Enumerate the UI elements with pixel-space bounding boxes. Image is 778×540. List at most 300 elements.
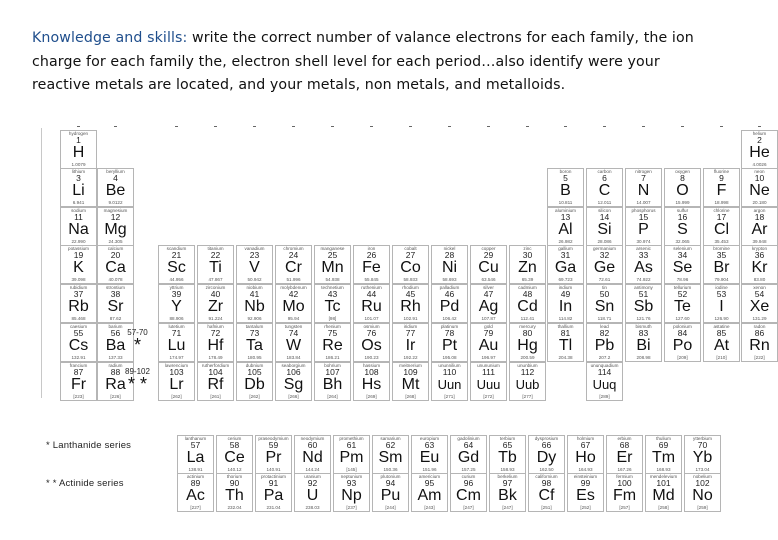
column-tick-mark [114, 126, 117, 127]
element-cell-technetium [314, 284, 351, 323]
atomic-mass: 39.948 [752, 239, 767, 244]
element-symbol: Cf [538, 487, 555, 504]
element-name: terbium [499, 436, 516, 441]
atomic-mass: [222] [754, 355, 765, 360]
element-symbol: Nd [302, 449, 323, 466]
element-name: cobalt [404, 246, 417, 251]
atomic-number: 9 [719, 173, 724, 183]
element-cell-rhenium [314, 323, 351, 362]
atomic-number: 41 [249, 289, 260, 299]
element-symbol: In [558, 298, 573, 315]
atomic-number: 70 [697, 440, 708, 450]
element-symbol: Uuu [476, 377, 501, 392]
atomic-mass: 79.904 [714, 277, 729, 282]
element-cell-bromine [703, 245, 740, 284]
element-symbol: Uub [515, 377, 540, 392]
element-name: nobelium [693, 474, 712, 479]
element-cell-rutherfordium [197, 362, 234, 401]
element-cell-palladium [431, 284, 468, 323]
element-name: indium [558, 285, 573, 290]
atomic-number: 53 [716, 289, 727, 299]
atomic-number: 97 [502, 478, 513, 488]
element-symbol: Cs [68, 337, 89, 354]
element-cell-arsenic [625, 245, 662, 284]
atomic-number: 3 [76, 173, 81, 183]
element-name: thallium [557, 324, 574, 329]
element-cell-strontium [97, 284, 134, 323]
element-symbol: I [719, 298, 724, 315]
atomic-mass: 200.59 [520, 355, 535, 360]
element-symbol: Cm [456, 487, 481, 504]
element-cell-lutetium [158, 323, 195, 362]
element-symbol: No [692, 487, 713, 504]
element-name: hassium [362, 363, 381, 368]
atomic-mass: 26.982 [558, 239, 573, 244]
element-symbol: Hg [517, 337, 538, 354]
element-name: vanadium [244, 246, 265, 251]
element-symbol: Mo [282, 298, 305, 315]
atomic-mass: 58.933 [403, 277, 418, 282]
atomic-mass: 174.97 [169, 355, 184, 360]
element-symbol: Ge [593, 259, 616, 276]
element-symbol: S [677, 221, 688, 238]
element-cell-francium [60, 362, 97, 401]
element-symbol: Ar [751, 221, 768, 238]
element-symbol: Pm [339, 449, 364, 466]
element-symbol: Rn [749, 337, 770, 354]
atomic-number: 81 [560, 328, 571, 338]
atomic-number: 110 [442, 367, 457, 377]
column-tick-mark [331, 126, 334, 127]
element-cell-rhodium [392, 284, 429, 323]
element-cell-tungsten [275, 323, 312, 362]
element-name: beryllium [106, 169, 125, 174]
element-cell-curium [450, 473, 487, 512]
element-name: thorium [226, 474, 243, 479]
element-name: aluminium [555, 208, 576, 213]
element-cell-iodine [703, 284, 740, 323]
atomic-number: 25 [327, 250, 338, 260]
element-cell-erbium [606, 435, 643, 474]
atomic-number: 103 [169, 367, 184, 377]
element-name: chromium [283, 246, 304, 251]
element-symbol: Uun [437, 377, 462, 392]
atomic-number: 89 [190, 478, 201, 488]
atomic-number: 82 [599, 328, 610, 338]
element-name: americium [418, 474, 441, 479]
atomic-number: 20 [110, 250, 121, 260]
element-cell-platinum [431, 323, 468, 362]
atomic-mass: 150.36 [383, 467, 398, 472]
element-symbol: Pr [265, 449, 282, 466]
element-name: sodium [71, 208, 86, 213]
element-name: ruthenium [361, 285, 382, 290]
atomic-mass: 127.60 [675, 316, 690, 321]
element-cell-boron [547, 168, 584, 207]
element-symbol: Po [672, 337, 693, 354]
atomic-mass: 15.999 [675, 200, 690, 205]
element-name: protactinium [260, 474, 287, 479]
atomic-mass: [257] [619, 505, 630, 510]
atomic-mass: 208.98 [636, 355, 651, 360]
element-name: californium [535, 474, 558, 479]
atomic-mass: 204.38 [558, 355, 573, 360]
element-cell-rubidium [60, 284, 97, 323]
atomic-number: 24 [288, 250, 299, 260]
atomic-number: 23 [249, 250, 260, 260]
atomic-mass: [261] [210, 394, 221, 399]
atomic-mass: [277] [522, 394, 533, 399]
element-cell-germanium [586, 245, 623, 284]
element-symbol: Cd [517, 298, 538, 315]
element-cell-selenium [664, 245, 701, 284]
element-name: neon [754, 169, 765, 174]
element-cell-gadolinium [450, 435, 487, 474]
element-cell-tantalum [236, 323, 273, 362]
atomic-mass: 65.39 [521, 277, 534, 282]
atomic-mass: 196.97 [481, 355, 496, 360]
atomic-number: 112 [520, 367, 535, 377]
element-name: antimony [634, 285, 653, 290]
element-name: dubnium [245, 363, 264, 368]
element-cell-holmium [567, 435, 604, 474]
atomic-mass: [262] [171, 394, 182, 399]
element-name: magnesium [103, 208, 128, 213]
element-symbol: W [285, 337, 302, 354]
element-symbol: Re [322, 337, 343, 354]
atomic-number: 42 [288, 289, 299, 299]
element-symbol: Nb [244, 298, 265, 315]
atomic-number: 111 [482, 367, 495, 377]
element-cell-cadmium [509, 284, 546, 323]
element-cell-hassium [353, 362, 390, 401]
element-name: phosphorus [631, 208, 656, 213]
atomic-mass: 231.04 [266, 505, 281, 510]
element-symbol: Uuq [592, 377, 617, 392]
element-cell-sodium [60, 207, 97, 246]
atomic-number: 7 [641, 173, 646, 183]
element-symbol: Bi [636, 337, 651, 354]
atomic-number: 91 [268, 478, 279, 488]
atomic-mass: 132.91 [71, 355, 86, 360]
atomic-number: 4 [113, 173, 118, 183]
atomic-number: 83 [638, 328, 649, 338]
atomic-mass: 178.49 [208, 355, 223, 360]
element-symbol: Sr [107, 298, 124, 315]
atomic-mass: 10.811 [558, 200, 573, 205]
element-symbol: Th [225, 487, 244, 504]
element-name: manganese [320, 246, 345, 251]
element-name: helium [752, 131, 767, 136]
atomic-number: 107 [325, 367, 340, 377]
element-cell-beryllium [97, 168, 134, 207]
element-cell-nickel [431, 245, 468, 284]
element-cell-chlorine [703, 207, 740, 246]
atomic-number: 78 [444, 328, 455, 338]
atomic-number: 108 [364, 367, 379, 377]
element-cell-protactinium [255, 473, 292, 512]
element-name: rhodium [402, 285, 419, 290]
element-cell-berkelium [489, 473, 526, 512]
atomic-mass: 1.0079 [71, 162, 86, 167]
element-symbol: Ca [105, 259, 126, 276]
element-name: lithium [71, 169, 86, 174]
element-name: ununnilium [438, 363, 461, 368]
element-name: dysprosium [534, 436, 559, 441]
element-name: barium [108, 324, 123, 329]
column-tick-mark [292, 126, 295, 127]
element-symbol: Be [105, 182, 126, 199]
element-cell-titanium [197, 245, 234, 284]
element-symbol: Tl [558, 337, 573, 354]
atomic-number: 66 [541, 440, 552, 450]
element-cell-vanadium [236, 245, 273, 284]
atomic-number: 35 [716, 250, 727, 260]
atomic-mass: [247] [463, 505, 474, 510]
atomic-mass: 6.941 [72, 200, 85, 205]
atomic-mass: [266] [288, 394, 299, 399]
atomic-number: 33 [638, 250, 649, 260]
element-symbol: V [249, 259, 260, 276]
element-symbol: Al [558, 221, 573, 238]
element-symbol: Sb [633, 298, 654, 315]
element-cell-potassium [60, 245, 97, 284]
atomic-number: 39 [171, 289, 182, 299]
element-cell-molybdenum [275, 284, 312, 323]
atomic-mass: [243] [424, 505, 435, 510]
atomic-mass: 140.91 [266, 467, 281, 472]
atomic-number: 93 [346, 478, 357, 488]
element-cell-actinium [177, 473, 214, 512]
element-cell-mendelevium [645, 473, 682, 512]
atomic-number: 100 [617, 478, 632, 488]
element-name: mercury [519, 324, 536, 329]
atomic-number: 29 [483, 250, 494, 260]
element-symbol: P [638, 221, 649, 238]
atomic-number: 17 [716, 212, 727, 222]
atomic-number: 37 [73, 289, 84, 299]
atomic-mass: 12.011 [597, 200, 612, 205]
element-cell-silver [470, 284, 507, 323]
atomic-mass: 192.22 [403, 355, 418, 360]
element-cell-terbium [489, 435, 526, 474]
element-name: tellurium [673, 285, 692, 290]
element-symbol: La [186, 449, 205, 466]
atomic-mass: 107.87 [481, 316, 496, 321]
atomic-mass: 112.41 [520, 316, 535, 321]
element-symbol: Er [616, 449, 633, 466]
atomic-number: 74 [288, 328, 299, 338]
atomic-mass: [251] [541, 505, 552, 510]
element-cell-neptunium [333, 473, 370, 512]
atomic-mass: [237] [346, 505, 357, 510]
element-cell-ununnilium [431, 362, 468, 401]
element-cell-manganese [314, 245, 351, 284]
column-tick-mark [758, 126, 761, 127]
element-name: rhenium [324, 324, 341, 329]
element-cell-xenon [741, 284, 778, 323]
element-name: bismuth [635, 324, 652, 329]
atomic-mass: [271] [444, 394, 455, 399]
atomic-mass: 35.453 [714, 239, 729, 244]
element-cell-phosphorus [625, 207, 662, 246]
element-name: bromine [713, 246, 730, 251]
element-symbol: O [676, 182, 689, 199]
element-name: sulfur [676, 208, 689, 213]
element-cell-oxygen [664, 168, 701, 207]
atomic-mass: 92.906 [247, 316, 262, 321]
atomic-number: 11 [74, 212, 83, 222]
element-cell-plutonium [372, 473, 409, 512]
element-cell-einsteinium [567, 473, 604, 512]
element-cell-lithium [60, 168, 97, 207]
element-symbol: Ne [749, 182, 770, 199]
element-name: silicon [598, 208, 611, 213]
element-name: nitrogen [635, 169, 652, 174]
element-symbol: Li [72, 182, 85, 199]
atomic-mass: 238.03 [305, 505, 320, 510]
atomic-number: 114 [597, 367, 612, 377]
element-symbol: Pb [594, 337, 615, 354]
element-symbol: Cr [285, 259, 302, 276]
element-symbol: F [716, 182, 727, 199]
element-cell-helium [741, 130, 778, 169]
element-cell-hafnium [197, 323, 234, 362]
atomic-number: 73 [249, 328, 260, 338]
atomic-mass: [209] [677, 355, 688, 360]
atomic-number: 27 [405, 250, 416, 260]
element-cell-samarium [372, 435, 409, 474]
instructions-body: write the correct number of valance electrons for each family, the ion charge for each family the, electron shell level for each period…also identify were your reactive metals are located, and your metals, non metals, and metalloids. [32, 30, 694, 93]
atomic-number: 44 [366, 289, 377, 299]
element-name: selenium [673, 246, 692, 251]
atomic-mass: 55.845 [364, 277, 379, 282]
element-name: copper [481, 246, 496, 251]
atomic-mass: 186.21 [325, 355, 340, 360]
atomic-mass: [264] [327, 394, 338, 399]
atomic-number: 96 [463, 478, 474, 488]
atomic-mass: [244] [385, 505, 396, 510]
atomic-number: 102 [695, 478, 710, 488]
element-cell-antimony [625, 284, 662, 323]
element-cell-fermium [606, 473, 643, 512]
atomic-number: 98 [541, 478, 552, 488]
element-name: bohrium [324, 363, 341, 368]
atomic-mass: 183.84 [286, 355, 301, 360]
atomic-number: 75 [327, 328, 338, 338]
element-name: nickel [443, 246, 456, 251]
lanthanide-series-label: * Lanthanide series [46, 440, 132, 451]
element-symbol: Hs [361, 376, 382, 393]
element-symbol: Zr [207, 298, 224, 315]
element-symbol: Si [597, 221, 612, 238]
element-symbol: Ag [478, 298, 499, 315]
atomic-number: 1 [76, 135, 81, 145]
element-symbol: B [560, 182, 571, 199]
atomic-mass: 69.723 [558, 277, 573, 282]
atomic-mass: [223] [73, 394, 84, 399]
element-symbol: N [637, 182, 650, 199]
element-symbol: Dy [536, 449, 557, 466]
element-cell-neodymium [294, 435, 331, 474]
atomic-number: 61 [346, 440, 357, 450]
atomic-mass: 195.08 [442, 355, 457, 360]
atomic-mass: 40.078 [108, 277, 123, 282]
atomic-mass: 14.007 [636, 200, 651, 205]
element-symbol: Ba [105, 337, 126, 354]
element-name: arsenic [636, 246, 651, 251]
atomic-number: 22 [210, 250, 221, 260]
element-cell-californium [528, 473, 565, 512]
atomic-mass: 131.29 [752, 316, 767, 321]
placeholder-range: 89-102 [125, 367, 150, 376]
atomic-number: 8 [680, 173, 685, 183]
atomic-mass: 167.26 [617, 467, 632, 472]
atomic-mass: 121.76 [636, 316, 651, 321]
element-symbol: Ta [246, 337, 263, 354]
element-name: cerium [227, 436, 242, 441]
element-symbol: Pa [263, 487, 284, 504]
atomic-number: 77 [405, 328, 416, 338]
element-cell-gallium [547, 245, 584, 284]
element-cell-astatine [703, 323, 740, 362]
atomic-mass: 114.82 [558, 316, 573, 321]
atomic-number: 104 [208, 367, 223, 377]
element-symbol: He [749, 144, 770, 161]
element-symbol: Bh [322, 376, 343, 393]
element-symbol: Br [713, 259, 730, 276]
atomic-mass: 32.065 [675, 239, 690, 244]
element-symbol: Mn [321, 259, 344, 276]
atomic-number: 13 [560, 212, 571, 222]
element-symbol: Sn [594, 298, 615, 315]
element-cell-silicon [586, 207, 623, 246]
column-tick-mark [253, 126, 256, 127]
atomic-mass: 30.974 [636, 239, 651, 244]
element-cell-nitrogen [625, 168, 662, 207]
atomic-mass: 164.93 [578, 467, 593, 472]
atomic-mass: 24.305 [108, 239, 123, 244]
element-name: fluorine [713, 169, 730, 174]
element-symbol: Cl [713, 221, 730, 238]
lanthanide-placeholder [119, 323, 156, 362]
atomic-number: 51 [638, 289, 649, 299]
element-cell-thorium [216, 473, 253, 512]
element-symbol: Am [417, 487, 442, 504]
column-tick-mark [448, 126, 451, 127]
atomic-number: 67 [580, 440, 591, 450]
element-cell-ruthenium [353, 284, 390, 323]
element-cell-ytterbium [684, 435, 721, 474]
placeholder-asterisk: * [133, 335, 141, 355]
atomic-number: 59 [268, 440, 279, 450]
element-symbol: Ti [209, 259, 222, 276]
element-symbol: Sm [378, 449, 403, 466]
column-tick-mark [175, 126, 178, 127]
element-symbol: Tm [651, 449, 676, 466]
atomic-number: 109 [403, 367, 418, 377]
element-cell-osmium [353, 323, 390, 362]
element-name: ununbium [517, 363, 538, 368]
element-name: oxygen [675, 169, 690, 174]
element-symbol: U [306, 487, 319, 504]
atomic-mass: 95.94 [287, 316, 300, 321]
element-name: cadmium [518, 285, 537, 290]
atomic-number: 2 [757, 135, 762, 145]
element-symbol: Cu [478, 259, 499, 276]
element-name: gadolinium [457, 436, 480, 441]
element-name: boron [559, 169, 572, 174]
